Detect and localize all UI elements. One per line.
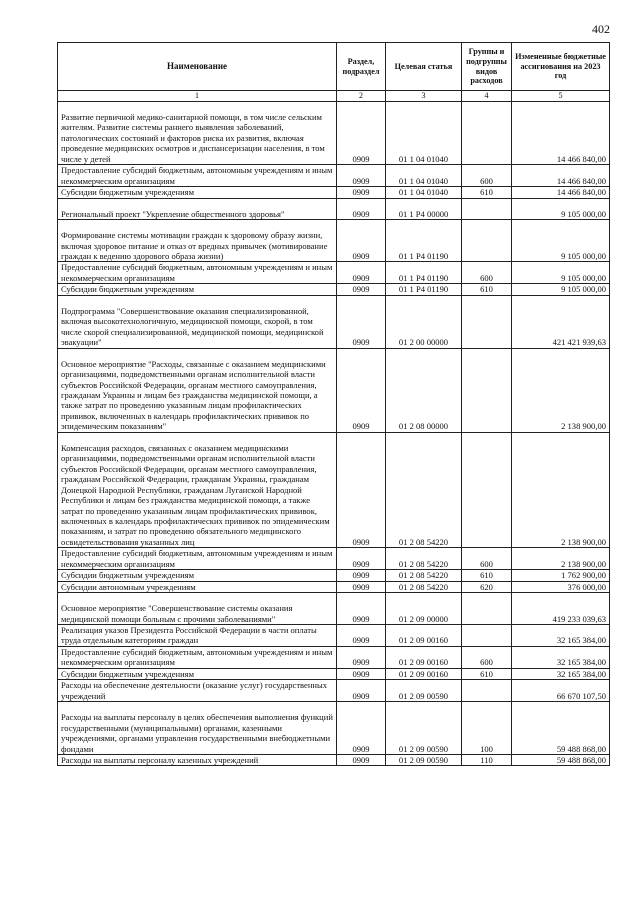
row-section: 0909	[337, 220, 386, 262]
table-row	[58, 220, 610, 262]
row-amount: 9 105 000,00	[512, 220, 610, 262]
row-target: 01 2 09 00590	[386, 680, 462, 702]
row-name: Основное мероприятие "Совершенствование системы оказания медицинской помощи больным с прочими заболеваниями"	[58, 593, 337, 625]
col-number-3: 3	[386, 91, 462, 102]
row-name: Развитие первичной медико-санитарной помощи, в том числе сельским жителям. Развитие системы раннего выявления заболеваний, патологических состояний и факторов риска их развития, включая проведение медицинских осмотров и диспансеризации населения, в том числе у детей	[58, 102, 337, 165]
table-row	[58, 680, 610, 702]
row-amount: 9 105 000,00	[512, 198, 610, 219]
row-target: 01 1 Р4 00000	[386, 198, 462, 219]
table-row	[58, 295, 610, 348]
row-amount: 2 138 900,00	[512, 548, 610, 570]
col-number-2: 2	[337, 91, 386, 102]
table-row	[58, 165, 610, 187]
row-amount: 32 165 384,00	[512, 646, 610, 668]
row-group	[462, 625, 512, 647]
row-group: 610	[462, 187, 512, 198]
table-row	[58, 570, 610, 581]
row-name: Субсидии бюджетным учреждениям	[58, 187, 337, 198]
row-target: 01 2 09 00590	[386, 702, 462, 755]
row-amount: 66 670 107,50	[512, 680, 610, 702]
table-row	[58, 284, 610, 295]
row-amount: 32 165 384,00	[512, 668, 610, 679]
row-amount: 2 138 900,00	[512, 348, 610, 432]
row-section: 0909	[337, 570, 386, 581]
row-group	[462, 593, 512, 625]
row-name: Компенсация расходов, связанных с оказанием медицинскими организациями, подведомственными органам исполнительной власти субъектов Российской Федерации, органам местного самоуправления, гражданам Российской Федерации, гражданам Украины, гражданам Донецкой Народной Республики, гражданам Луганской Народной Республики и лицам без гражданства медицинской помощи, а также затрат по проведению указанным лицам профилактических прививок, включенных в календарь профилактических прививок по эпидемическим показаниям, и затрат по проведению обязательного медицинского освидетельствования указанных лиц	[58, 432, 337, 548]
row-amount: 1 762 900,00	[512, 570, 610, 581]
row-target: 01 2 09 00160	[386, 646, 462, 668]
row-name: Предоставление субсидий бюджетным, автономным учреждениям и иным некоммерческим организациям	[58, 165, 337, 187]
table-row	[58, 593, 610, 625]
row-target: 01 1 04 01040	[386, 187, 462, 198]
row-name: Подпрограмма "Совершенствование оказания специализированной, включая высокотехнологичную, медицинской помощи, скорой, в том числе скорой специализированной, медицинской помощи, медицинской эвакуации"	[58, 295, 337, 348]
col-number-1: 1	[58, 91, 337, 102]
row-amount: 59 488 868,00	[512, 702, 610, 755]
row-target: 01 2 08 54220	[386, 432, 462, 548]
row-amount: 9 105 000,00	[512, 284, 610, 295]
row-name: Региональный проект "Укрепление общественного здоровья"	[58, 198, 337, 219]
header-row	[58, 43, 610, 91]
row-amount: 14 466 840,00	[512, 102, 610, 165]
row-section: 0909	[337, 262, 386, 284]
row-name: Предоставление субсидий бюджетным, автономным учреждениям и иным некоммерческим организациям	[58, 548, 337, 570]
col-header-amount: Измененные бюджетные ассигнования на 2023 год	[512, 43, 610, 91]
row-name: Субсидии автономным учреждениям	[58, 581, 337, 592]
row-group: 620	[462, 581, 512, 592]
row-name: Субсидии бюджетным учреждениям	[58, 668, 337, 679]
row-group	[462, 680, 512, 702]
row-amount: 9 105 000,00	[512, 262, 610, 284]
row-name: Реализация указов Президента Российской Федерации в части оплаты труда отдельным категориям граждан	[58, 625, 337, 647]
col-header-name: Наименование	[58, 43, 337, 91]
row-group: 610	[462, 668, 512, 679]
row-target: 01 2 00 00000	[386, 295, 462, 348]
row-section: 0909	[337, 198, 386, 219]
row-section: 0909	[337, 625, 386, 647]
row-name: Субсидии бюджетным учреждениям	[58, 570, 337, 581]
row-target: 01 1 Р4 01190	[386, 284, 462, 295]
row-group: 600	[462, 165, 512, 187]
table-row	[58, 755, 610, 766]
row-target: 01 2 08 54220	[386, 548, 462, 570]
table-row	[58, 646, 610, 668]
col-number-4: 4	[462, 91, 512, 102]
col-header-section: Раздел, подраздел	[337, 43, 386, 91]
row-name: Предоставление субсидий бюджетным, автономным учреждениям и иным некоммерческим организациям	[58, 646, 337, 668]
row-section: 0909	[337, 581, 386, 592]
row-group: 600	[462, 262, 512, 284]
col-number-5: 5	[512, 91, 610, 102]
row-name: Расходы на выплаты персоналу казенных учреждений	[58, 755, 337, 766]
col-header-group: Группы и подгруппы видов расходов	[462, 43, 512, 91]
row-target: 01 2 09 00160	[386, 625, 462, 647]
row-target: 01 1 Р4 01190	[386, 220, 462, 262]
row-target: 01 2 08 54220	[386, 570, 462, 581]
row-group: 610	[462, 284, 512, 295]
table-row	[58, 668, 610, 679]
row-section: 0909	[337, 284, 386, 295]
row-section: 0909	[337, 432, 386, 548]
row-name: Расходы на выплаты персоналу в целях обеспечения выполнения функций государственными (муниципальными) органами, казенными учреждениями, органами управления государственными внебюджетными фондами	[58, 702, 337, 755]
row-section: 0909	[337, 680, 386, 702]
row-section: 0909	[337, 165, 386, 187]
row-section: 0909	[337, 348, 386, 432]
table-row	[58, 348, 610, 432]
row-group	[462, 295, 512, 348]
row-target: 01 2 08 00000	[386, 348, 462, 432]
row-group	[462, 432, 512, 548]
row-section: 0909	[337, 702, 386, 755]
row-name: Основное мероприятие "Расходы, связанные с оказанием медицинскими организациями, подведомственными органам исполнительной власти субъектов Российской Федерации, органам местного самоуправления, гражданам Украины и лицам без гражданства медицинской помощи, а также затрат по проведению указанным лицам профилактических прививок, включенных в календарь профилактических прививок по эпидемическим показаниям"	[58, 348, 337, 432]
table-row	[58, 432, 610, 548]
row-amount: 2 138 900,00	[512, 432, 610, 548]
col-header-target: Целевая статья	[386, 43, 462, 91]
row-group	[462, 348, 512, 432]
row-group	[462, 198, 512, 219]
row-section: 0909	[337, 668, 386, 679]
row-target: 01 1 04 01040	[386, 165, 462, 187]
row-group	[462, 102, 512, 165]
row-name: Формирование системы мотивации граждан к здоровому образу жизни, включая здоровое питание и отказ от вредных привычек (мотивирование граждан к ведению здорового образа жизни)	[58, 220, 337, 262]
table-row	[58, 702, 610, 755]
row-group: 100	[462, 702, 512, 755]
table-row	[58, 198, 610, 219]
row-section: 0909	[337, 548, 386, 570]
row-group	[462, 220, 512, 262]
table-row	[58, 102, 610, 165]
row-group: 600	[462, 646, 512, 668]
row-group: 610	[462, 570, 512, 581]
row-target: 01 2 09 00160	[386, 668, 462, 679]
row-target: 01 2 09 00590	[386, 755, 462, 766]
column-number-row	[58, 91, 610, 102]
table-row	[58, 625, 610, 647]
budget-table	[57, 42, 610, 766]
row-target: 01 2 09 00000	[386, 593, 462, 625]
row-name: Предоставление субсидий бюджетным, автономным учреждениям и иным некоммерческим организациям	[58, 262, 337, 284]
row-section: 0909	[337, 593, 386, 625]
row-amount: 59 488 868,00	[512, 755, 610, 766]
row-section: 0909	[337, 755, 386, 766]
table-row	[58, 262, 610, 284]
table-row	[58, 187, 610, 198]
row-amount: 419 233 039,63	[512, 593, 610, 625]
row-section: 0909	[337, 646, 386, 668]
row-name: Субсидии бюджетным учреждениям	[58, 284, 337, 295]
row-group: 600	[462, 548, 512, 570]
row-section: 0909	[337, 187, 386, 198]
row-target: 01 2 08 54220	[386, 581, 462, 592]
table-row	[58, 581, 610, 592]
page-number: 402	[592, 22, 610, 36]
row-amount: 32 165 384,00	[512, 625, 610, 647]
row-section: 0909	[337, 102, 386, 165]
row-target: 01 1 04 01040	[386, 102, 462, 165]
row-amount: 14 466 840,00	[512, 187, 610, 198]
row-amount: 14 466 840,00	[512, 165, 610, 187]
row-amount: 376 000,00	[512, 581, 610, 592]
row-section: 0909	[337, 295, 386, 348]
row-target: 01 1 Р4 01190	[386, 262, 462, 284]
row-name: Расходы на обеспечение деятельности (оказание услуг) государственных учреждений	[58, 680, 337, 702]
row-group: 110	[462, 755, 512, 766]
table-row	[58, 548, 610, 570]
row-amount: 421 421 939,63	[512, 295, 610, 348]
